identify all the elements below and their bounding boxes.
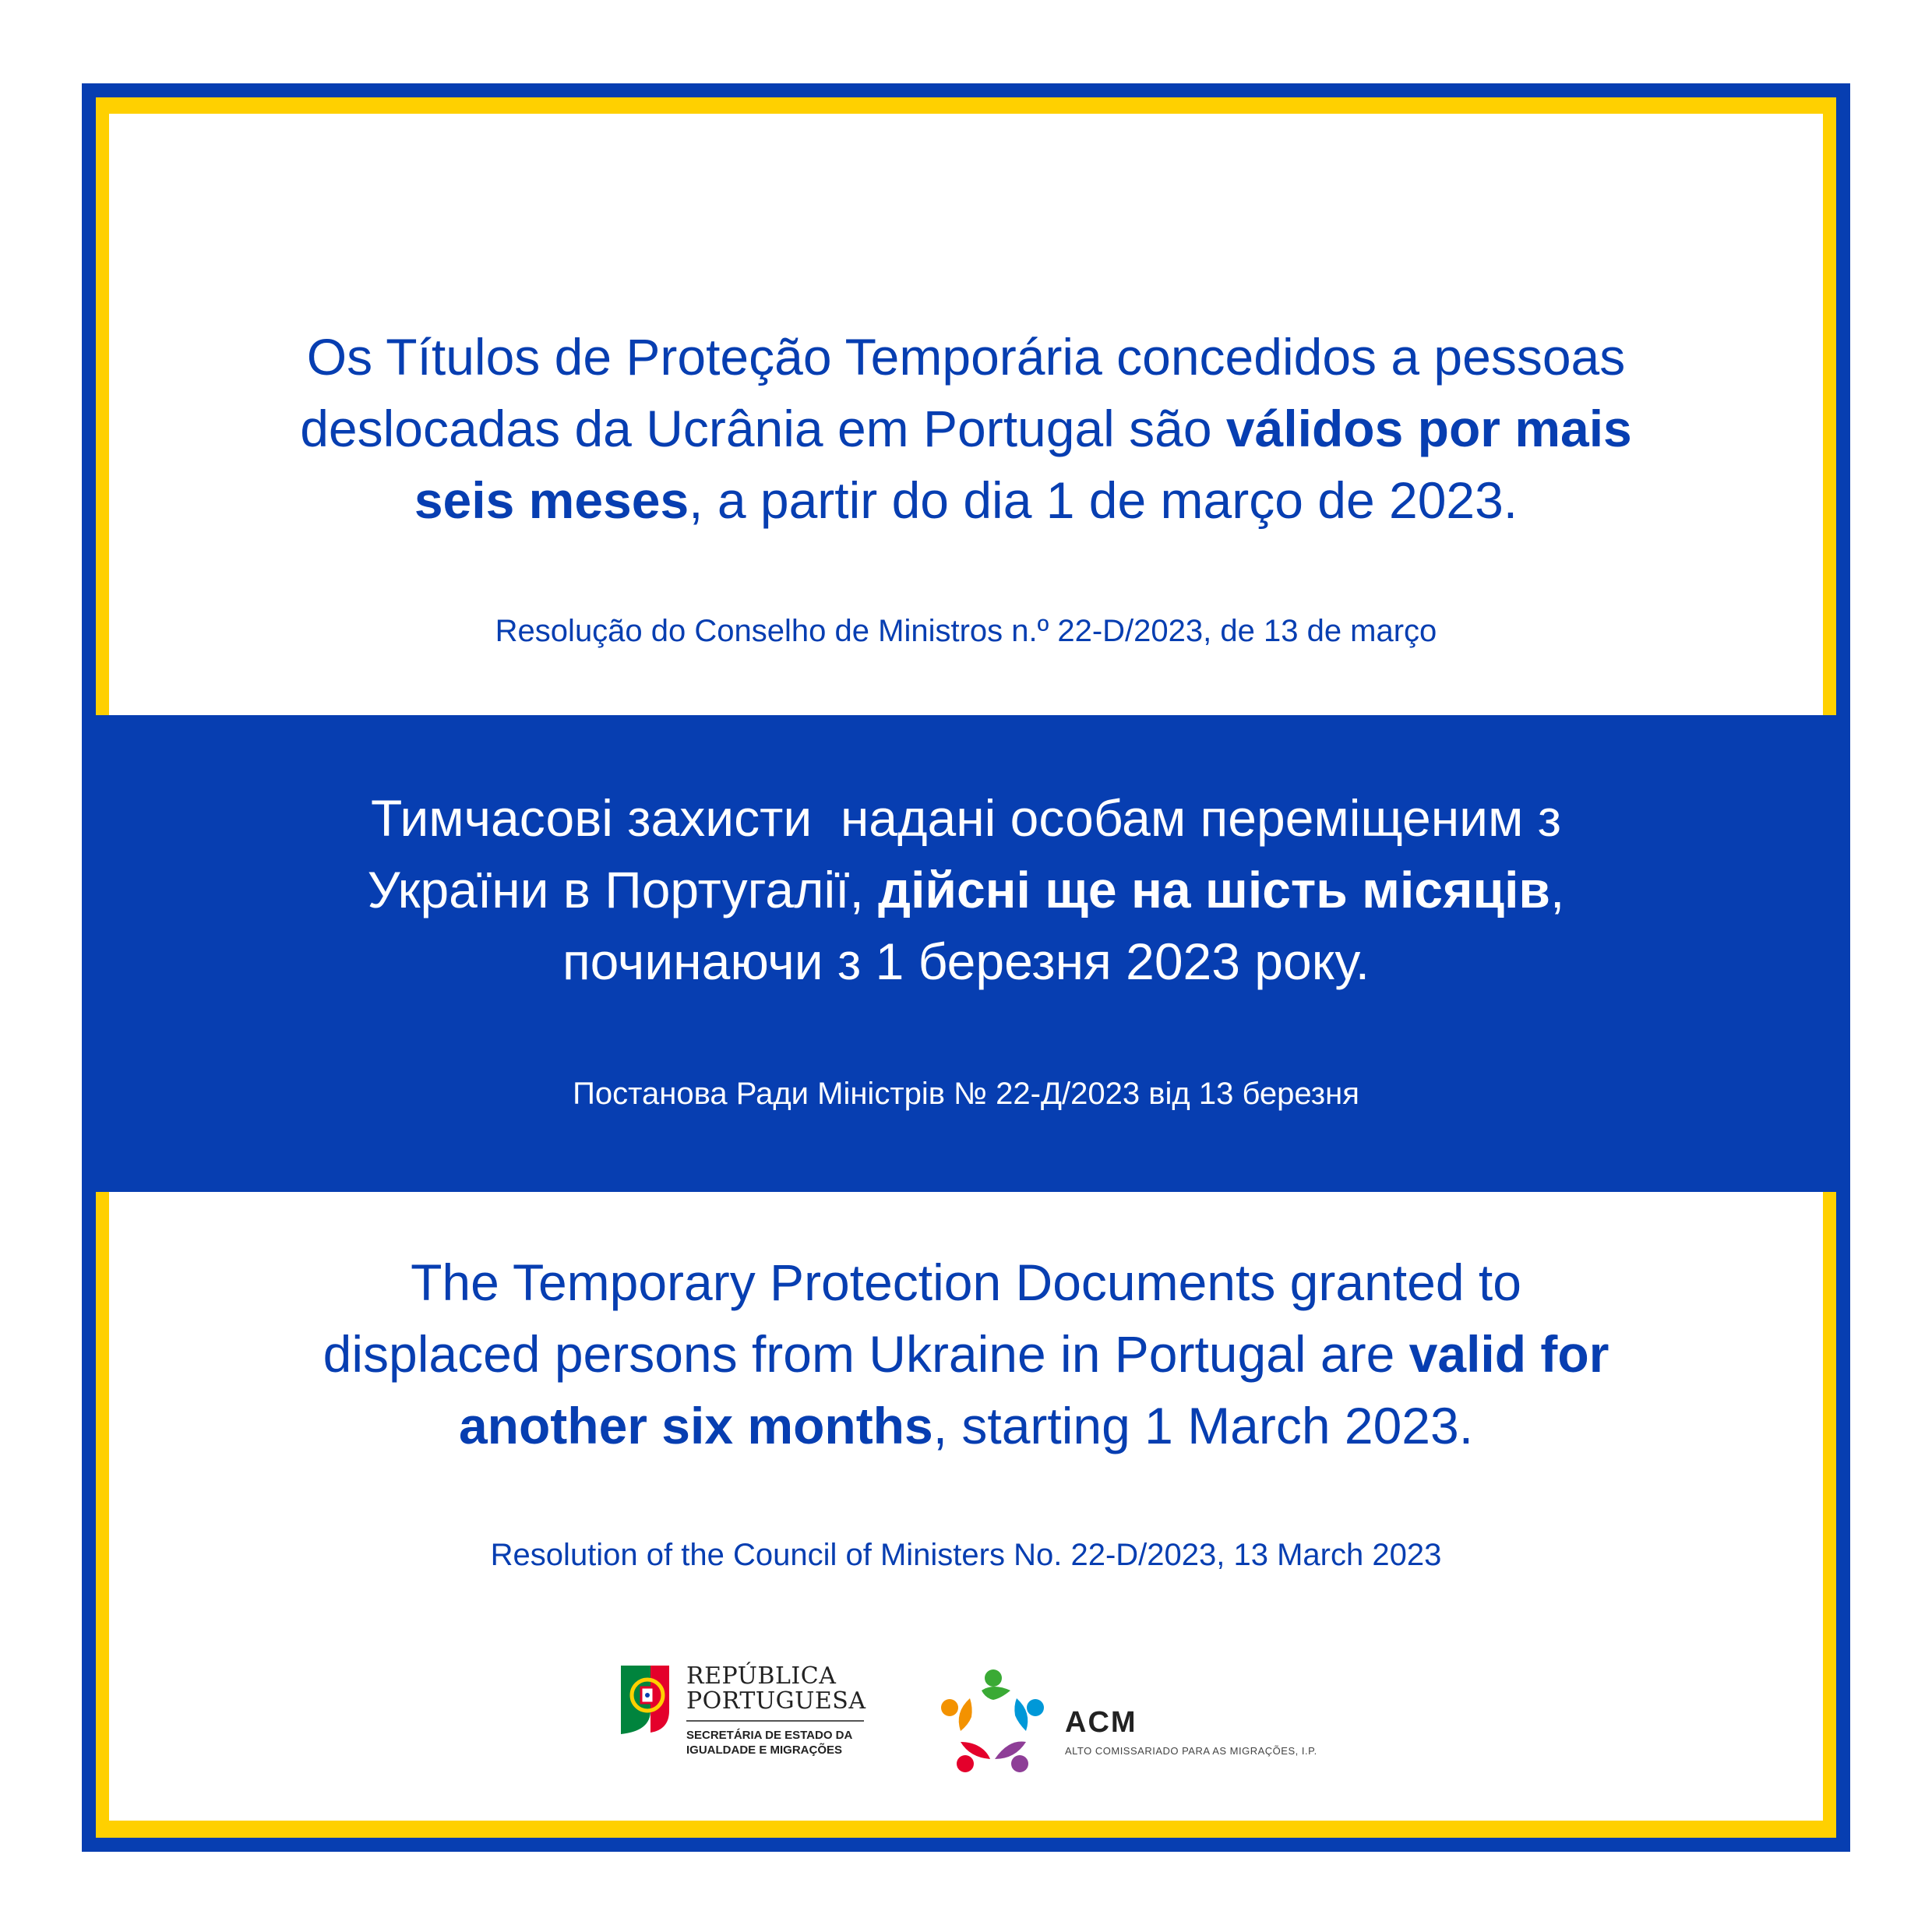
portuguese-statement bbox=[109, 321, 1823, 536]
english-reference: Resolution of the Council of Ministers No. 22-D/2023, 13 March 2023 bbox=[490, 1538, 1442, 1572]
en-line-2: displaced persons from Ukraine in Portugal are bbox=[323, 1325, 1409, 1383]
english-statement bbox=[109, 1246, 1823, 1461]
acm-subtitle: ALTO COMISSARIADO PARA AS MIGRAÇÕES, I.P. bbox=[1065, 1745, 1317, 1757]
en-line-3: , starting 1 March 2023. bbox=[933, 1397, 1474, 1454]
acm-logo bbox=[939, 1667, 1328, 1776]
pt-line-3: , a partir do dia 1 de março de 2023. bbox=[689, 471, 1518, 529]
en-highlight-2: another six months bbox=[458, 1397, 933, 1454]
en-highlight-1: valid for bbox=[1408, 1325, 1609, 1383]
ukrainian-statement bbox=[109, 782, 1823, 997]
portuguese-coat-of-arms-icon bbox=[619, 1664, 671, 1736]
ua-line-2-end: , bbox=[1550, 861, 1565, 918]
acm-people-circle-icon bbox=[939, 1667, 1048, 1776]
logo-divider bbox=[686, 1720, 864, 1722]
en-line-1: The Temporary Protection Documents granted to bbox=[411, 1253, 1521, 1311]
acm-wordmark: ACM bbox=[1065, 1706, 1137, 1739]
pt-line-1: Os Títulos de Proteção Temporária concedidos a pessoas bbox=[306, 328, 1626, 386]
ua-highlight: дійсні ще на шість місяців bbox=[878, 861, 1551, 918]
ua-line-2: України в Португалії, bbox=[367, 861, 879, 918]
secretaria-subtitle: SECRETÁRIA DE ESTADO DA IGUALDADE E MIGRAÇÕES bbox=[686, 1729, 853, 1757]
portuguese-reference: Resolução do Conselho de Ministros n.º 22-D/2023, de 13 de março bbox=[495, 614, 1437, 648]
pt-highlight-1: válidos por mais bbox=[1225, 400, 1632, 457]
ua-line-3: починаючи з 1 березня 2023 року. bbox=[562, 933, 1370, 990]
republica-portuguesa-logo bbox=[619, 1659, 876, 1776]
pt-line-2: deslocadas da Ucrânia em Portugal são bbox=[300, 400, 1226, 457]
republica-portuguesa-wordmark: REPÚBLICA PORTUGUESA bbox=[686, 1662, 866, 1715]
pt-highlight-2: seis meses bbox=[414, 471, 689, 529]
ua-line-1: Тимчасові захисти надані особам переміщеним з bbox=[371, 789, 1561, 847]
ukrainian-reference: Постанова Ради Міністрів № 22-Д/2023 від 13 березня bbox=[573, 1077, 1359, 1111]
